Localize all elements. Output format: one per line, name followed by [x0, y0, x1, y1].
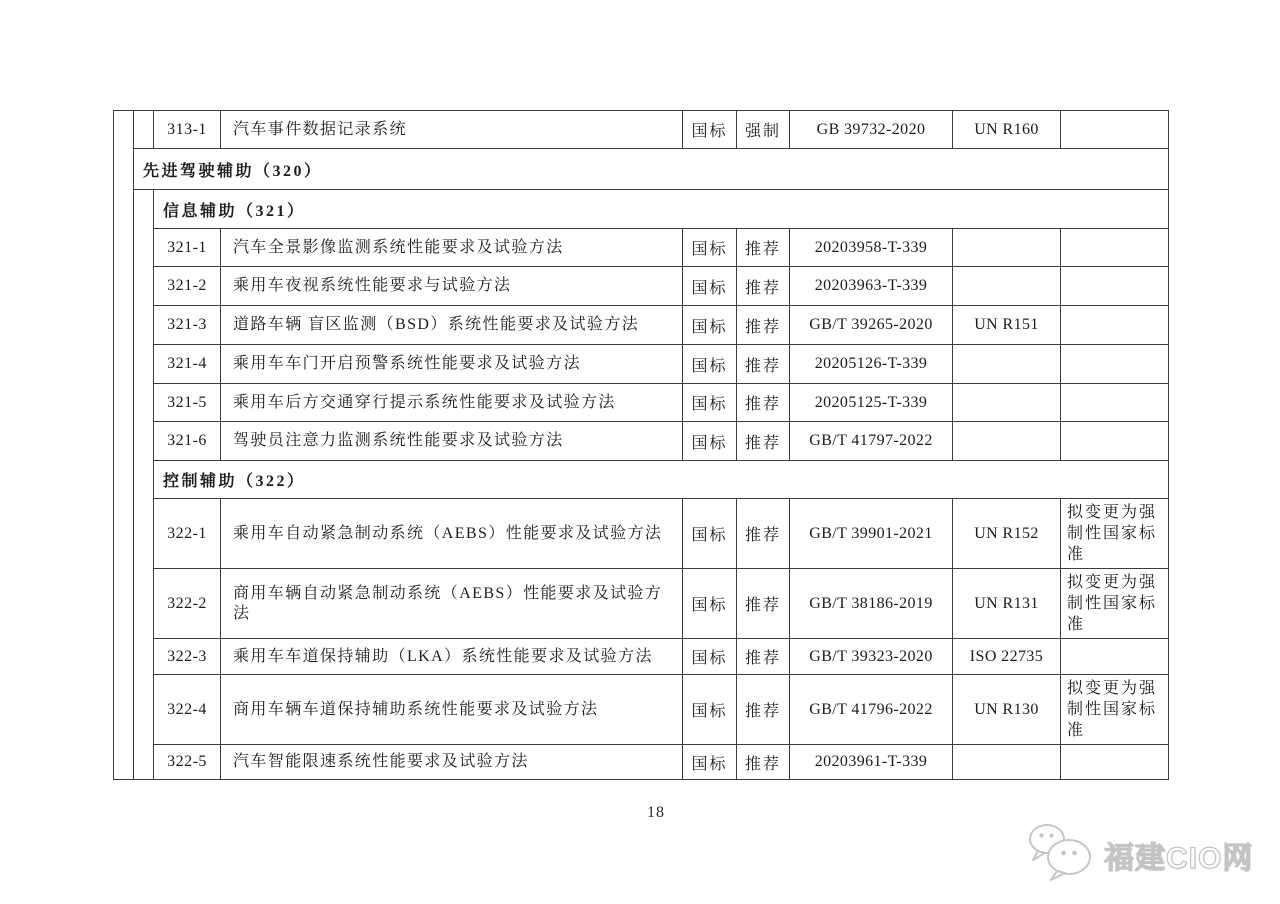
standard-name-cell: 汽车全景影像监测系统性能要求及试验方法	[221, 229, 683, 267]
section-header-cell: 先进驾驶辅助（320）	[134, 149, 1169, 190]
standard-name-cell: 乘用车车门开启预警系统性能要求及试验方法	[221, 345, 683, 384]
row-number-cell: 322-5	[154, 745, 221, 780]
remark-cell	[1061, 422, 1169, 461]
standard-nature-cell: 推荐	[737, 499, 790, 569]
intl-standard-cell	[953, 745, 1061, 780]
standard-nature-cell: 推荐	[737, 422, 790, 461]
intl-standard-cell: UN R131	[953, 569, 1061, 639]
remark-cell	[1061, 384, 1169, 422]
standard-name-cell: 乘用车自动紧急制动系统（AEBS）性能要求及试验方法	[221, 499, 683, 569]
remark-cell	[1061, 267, 1169, 306]
standard-nature-cell: 推荐	[737, 745, 790, 780]
standard-nature-cell: 推荐	[737, 306, 790, 345]
standard-number-cell: 20205125-T-339	[790, 384, 953, 422]
remark-cell	[1061, 745, 1169, 780]
standard-level-cell: 国标	[683, 422, 737, 461]
left-strip-outer-cell	[114, 111, 134, 780]
intl-standard-cell	[953, 267, 1061, 306]
standard-nature-cell: 推荐	[737, 569, 790, 639]
intl-standard-cell: UN R152	[953, 499, 1061, 569]
table-row	[114, 499, 1169, 569]
wechat-bubbles-icon	[1026, 822, 1094, 887]
standard-number-cell: GB/T 39901-2021	[790, 499, 953, 569]
standard-nature-cell: 推荐	[737, 639, 790, 675]
intl-standard-cell	[953, 422, 1061, 461]
standard-name-cell: 驾驶员注意力监测系统性能要求及试验方法	[221, 422, 683, 461]
remark-cell	[1061, 229, 1169, 267]
standard-name-cell: 道路车辆 盲区监测（BSD）系统性能要求及试验方法	[221, 306, 683, 345]
table-row	[114, 111, 1169, 149]
standard-nature-cell: 推荐	[737, 345, 790, 384]
standard-nature-cell: 推荐	[737, 229, 790, 267]
row-number-cell: 313-1	[154, 111, 221, 149]
table-row	[114, 422, 1169, 461]
row-number-cell: 322-4	[154, 675, 221, 745]
standard-number-cell: 20203961-T-339	[790, 745, 953, 780]
remark-cell: 拟变更为强制性国家标准	[1061, 569, 1169, 639]
standard-nature-cell: 推荐	[737, 384, 790, 422]
row-number-cell: 321-5	[154, 384, 221, 422]
watermark	[1026, 822, 1253, 887]
left-strip-inner-cell	[134, 190, 154, 780]
standard-number-cell: GB/T 38186-2019	[790, 569, 953, 639]
standard-name-cell: 商用车辆车道保持辅助系统性能要求及试验方法	[221, 675, 683, 745]
table-row	[114, 229, 1169, 267]
standard-name-cell: 乘用车夜视系统性能要求与试验方法	[221, 267, 683, 306]
page-number: 18	[647, 804, 665, 821]
intl-standard-cell: UN R130	[953, 675, 1061, 745]
standard-number-cell: GB/T 39323-2020	[790, 639, 953, 675]
row-number-cell: 322-1	[154, 499, 221, 569]
remark-cell: 拟变更为强制性国家标准	[1061, 499, 1169, 569]
remark-cell	[1061, 345, 1169, 384]
subsection-header-cell: 信息辅助（321）	[154, 190, 1169, 229]
standard-number-cell: 20203963-T-339	[790, 267, 953, 306]
standard-level-cell: 国标	[683, 675, 737, 745]
standard-number-cell: GB/T 41797-2022	[790, 422, 953, 461]
standard-nature-cell: 推荐	[737, 267, 790, 306]
table-row	[114, 190, 1169, 229]
row-number-cell: 322-2	[154, 569, 221, 639]
row-number-cell: 321-3	[154, 306, 221, 345]
remark-cell: 拟变更为强制性国家标准	[1061, 675, 1169, 745]
standard-number-cell: GB 39732-2020	[790, 111, 953, 149]
standard-name-cell: 汽车智能限速系统性能要求及试验方法	[221, 745, 683, 780]
remark-cell	[1061, 111, 1169, 149]
intl-standard-cell	[953, 345, 1061, 384]
table-row	[114, 267, 1169, 306]
table-row	[114, 639, 1169, 675]
remark-cell	[1061, 639, 1169, 675]
standard-name-cell: 乘用车车道保持辅助（LKA）系统性能要求及试验方法	[221, 639, 683, 675]
standard-level-cell: 国标	[683, 111, 737, 149]
row-number-cell: 321-4	[154, 345, 221, 384]
standard-level-cell: 国标	[683, 384, 737, 422]
standard-level-cell: 国标	[683, 569, 737, 639]
table-row	[114, 149, 1169, 190]
standard-number-cell: GB/T 39265-2020	[790, 306, 953, 345]
row-number-cell: 322-3	[154, 639, 221, 675]
intl-standard-cell	[953, 384, 1061, 422]
left-strip-inner-cell	[134, 111, 154, 149]
row-number-cell: 321-2	[154, 267, 221, 306]
standard-level-cell: 国标	[683, 745, 737, 780]
row-number-cell: 321-1	[154, 229, 221, 267]
standard-level-cell: 国标	[683, 306, 737, 345]
table-row	[114, 345, 1169, 384]
row-number-cell: 321-6	[154, 422, 221, 461]
intl-standard-cell: UN R151	[953, 306, 1061, 345]
standard-number-cell: GB/T 41796-2022	[790, 675, 953, 745]
intl-standard-cell	[953, 229, 1061, 267]
standards-table	[113, 110, 1169, 780]
standard-nature-cell: 推荐	[737, 675, 790, 745]
standard-name-cell: 商用车辆自动紧急制动系统（AEBS）性能要求及试验方法	[221, 569, 683, 639]
intl-standard-cell: ISO 22735	[953, 639, 1061, 675]
standard-level-cell: 国标	[683, 639, 737, 675]
standard-number-cell: 20205126-T-339	[790, 345, 953, 384]
table-row	[114, 569, 1169, 639]
standard-level-cell: 国标	[683, 229, 737, 267]
table-row	[114, 745, 1169, 780]
subsection-header-cell: 控制辅助（322）	[154, 461, 1169, 499]
watermark-text: 福建CIO网	[1104, 841, 1254, 875]
remark-cell	[1061, 306, 1169, 345]
standard-nature-cell: 强制	[737, 111, 790, 149]
standard-name-cell: 汽车事件数据记录系统	[221, 111, 683, 149]
table-row	[114, 461, 1169, 499]
standard-level-cell: 国标	[683, 345, 737, 384]
table-row	[114, 306, 1169, 345]
standard-level-cell: 国标	[683, 267, 737, 306]
table-row	[114, 384, 1169, 422]
table-row	[114, 675, 1169, 745]
standard-name-cell: 乘用车后方交通穿行提示系统性能要求及试验方法	[221, 384, 683, 422]
standard-level-cell: 国标	[683, 499, 737, 569]
standard-number-cell: 20203958-T-339	[790, 229, 953, 267]
intl-standard-cell: UN R160	[953, 111, 1061, 149]
